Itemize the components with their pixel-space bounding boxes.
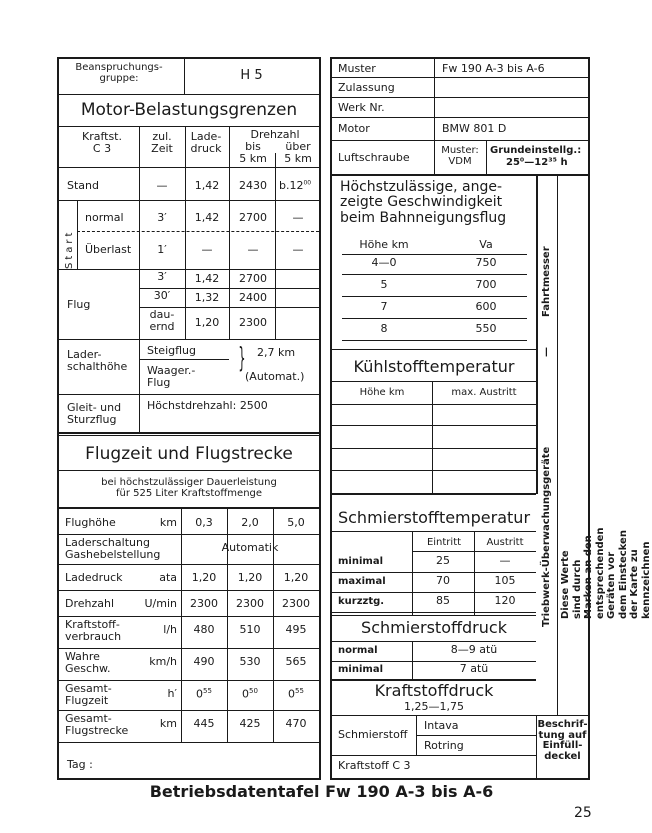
schmier-label: kurzztg. <box>338 596 385 607</box>
table-unit: U/min <box>144 597 177 610</box>
table-cell <box>181 572 227 584</box>
table-cell-value: 1,20 <box>283 571 309 584</box>
flug-lade: 1,32 <box>194 291 220 304</box>
stand-lade: 1,42 <box>194 179 220 192</box>
table-cell <box>181 624 227 636</box>
schmier-a: — <box>499 554 511 567</box>
flug-bis: 2400 <box>239 291 267 304</box>
table-cell <box>227 598 273 610</box>
table-cell-value: 0 <box>196 687 204 701</box>
table-cell <box>227 718 273 730</box>
hdr-ueber: über 5 km <box>284 140 312 165</box>
flug-bis: 2300 <box>239 316 267 329</box>
ueberlast-label: Überlast <box>85 243 132 256</box>
intava: Intava <box>424 719 459 732</box>
flug-bis: 2700 <box>239 272 267 285</box>
flug-label: Flug <box>67 298 91 311</box>
speed-title: Höchstzulässige, ange- zeigte Geschwindigkeit beim Bahnneigungsflug <box>340 179 507 226</box>
table-label: Gesamt- Flugstrecke <box>65 712 129 737</box>
waager: Waager.- Flug <box>147 364 196 389</box>
kraftstoff-c3: Kraftstoff C 3 <box>338 759 411 772</box>
motor-value: BMW 801 D <box>442 122 507 135</box>
table-label: Laderschaltung Gashebelstellung <box>65 536 161 561</box>
normal-label: normal <box>85 211 124 224</box>
schmier-eintritt: Eintritt <box>426 537 462 548</box>
table-cell <box>227 572 273 584</box>
gruppe-value: H 5 <box>240 68 263 83</box>
luft-label: Luftschraube <box>338 151 410 164</box>
schmier-a: 120 <box>494 594 516 607</box>
table-cell <box>273 598 319 610</box>
table-cell-value: 2300 <box>236 597 264 610</box>
stand-bis: 2430 <box>239 179 267 192</box>
table-cell <box>273 688 319 700</box>
table-cell-sup: 55 <box>203 687 212 695</box>
table-span: Automatik <box>221 541 279 554</box>
table-cell-value: 530 <box>239 655 261 668</box>
table-unit: ata <box>159 571 177 584</box>
stand-label: Stand <box>67 179 99 192</box>
druck-value: 8—9 atü <box>450 643 498 656</box>
hdr-bis: bis 5 km <box>239 140 267 165</box>
table-label: Ladedruck <box>65 571 123 584</box>
schmier-e: 85 <box>436 594 450 607</box>
table-cell-sup: 50 <box>249 687 258 695</box>
table-cell-value: 510 <box>239 623 261 636</box>
table-cell <box>227 688 273 700</box>
schmierdruck-title: Schmierstoffdruck <box>361 618 507 637</box>
muster-label: Muster <box>338 62 376 75</box>
druck-label: normal <box>338 645 378 656</box>
flugzeit-sub: bei höchstzulässiger Dauerleistung für 525 Liter Kraftstoffmenge <box>101 477 277 499</box>
hoechst: Höchstdrehzahl: 2500 <box>147 399 268 412</box>
side-trieb: Triebwerk-Überwachungsgeräte <box>541 446 552 627</box>
hdr-zeit: zul. Zeit <box>151 130 173 155</box>
side-dash: — <box>541 347 552 357</box>
table-cell-value: 1,20 <box>191 571 217 584</box>
schmier-austritt: Austritt <box>486 537 524 548</box>
speed-h: 4—0 <box>371 256 397 269</box>
table-cell <box>273 656 319 668</box>
table-cell <box>181 598 227 610</box>
normal-bis: 2700 <box>239 211 267 224</box>
side-fahrtmesser: Fahrtmesser <box>541 246 552 317</box>
normal-lade: 1,42 <box>194 211 220 224</box>
table-cell <box>227 656 273 668</box>
flug-zeit: dau- ernd <box>149 308 175 333</box>
lader-label: Lader- schalthöhe <box>67 348 128 373</box>
hdr-lade: Lade- druck <box>190 130 222 155</box>
stand-ueber-sup: 00 <box>303 179 312 187</box>
flugzeit-title: Flugzeit und Flugstrecke <box>85 444 293 464</box>
automat: (Automat.) <box>245 370 305 383</box>
hdr-drehzahl: Drehzahl <box>250 128 300 141</box>
ueberlast-ueber: — <box>292 243 304 256</box>
table-cell-value: 2300 <box>282 597 310 610</box>
flug-zeit: 3′ <box>157 270 167 283</box>
table-cell-value: 495 <box>285 623 307 636</box>
kraftdruck-title: Kraftstoffdruck <box>374 681 494 700</box>
table-cell-value: 565 <box>285 655 307 668</box>
schmier-label: minimal <box>338 556 383 567</box>
left-panel <box>57 57 321 780</box>
tag-label: Tag : <box>67 758 93 771</box>
table-cell <box>273 572 319 584</box>
ueberlast-lade: — <box>201 243 213 256</box>
rotring: Rotring <box>424 739 464 752</box>
table-cell <box>181 688 227 700</box>
table-cell <box>273 718 319 730</box>
grund-value: 25⁰—12³⁵ h <box>506 157 568 168</box>
table-cell-sup: 55 <box>295 687 304 695</box>
kuehl-hdr-a: max. Austritt <box>451 387 517 398</box>
gruppe-label: Beanspruchungs- gruppe: <box>75 62 163 84</box>
table-unit: km <box>159 516 177 529</box>
table-unit: l/h <box>163 623 177 636</box>
flug-zeit: 30′ <box>153 289 171 302</box>
speed-h: 7 <box>380 300 388 313</box>
schmierstoff-label: Schmierstoff <box>338 728 408 741</box>
speed-hdr-v: Va <box>479 238 493 251</box>
beschrift: Beschrif- tung auf Einfüll- deckel <box>537 719 588 762</box>
speed-h: 8 <box>380 322 388 335</box>
table-cell <box>181 656 227 668</box>
werk-label: Werk Nr. <box>338 101 385 114</box>
flug-lade: 1,20 <box>194 316 220 329</box>
table-cell <box>181 718 227 730</box>
speed-v: 700 <box>475 278 497 291</box>
brace: } <box>238 341 246 374</box>
table-cell-value: 0 <box>242 687 250 701</box>
speed-h: 5 <box>380 278 388 291</box>
grund-label: Grundeinstellg.: <box>490 145 582 156</box>
table-cell <box>227 517 273 529</box>
kraftdruck-value: 1,25—1,75 <box>404 700 464 713</box>
motor-label: Motor <box>338 122 370 135</box>
table-label: Flughöhe <box>65 516 116 529</box>
table-cell <box>181 517 227 529</box>
zulassung-label: Zulassung <box>338 81 395 94</box>
ueberlast-zeit: 1′ <box>157 243 167 256</box>
speed-v: 600 <box>475 300 497 313</box>
table-label: Gesamt- Flugzeit <box>65 682 112 707</box>
table-cell <box>273 624 319 636</box>
table-cell-value: 480 <box>193 623 215 636</box>
table-cell <box>227 624 273 636</box>
schmier-label: maximal <box>338 576 386 587</box>
normal-zeit: 3′ <box>157 211 167 224</box>
table-cell-value: 0,3 <box>195 516 213 529</box>
start-label: Start <box>64 229 75 269</box>
table-cell-value: 445 <box>193 717 215 730</box>
table-unit: km/h <box>149 655 177 668</box>
table-unit: h′ <box>167 687 177 700</box>
table-label: Drehzahl <box>65 597 115 610</box>
speed-hdr-h: Höhe km <box>359 238 409 251</box>
hdr-kraftst: Kraftst. C 3 <box>81 130 122 155</box>
motor-title: Motor-Belastungsgrenzen <box>80 100 298 120</box>
page-number: 25 <box>574 805 592 821</box>
stand-ueber <box>279 180 311 192</box>
schmier-e: 70 <box>436 574 450 587</box>
table-cell-value: 470 <box>285 717 307 730</box>
table-cell-value: 1,20 <box>237 571 263 584</box>
kuehl-hdr-h: Höhe km <box>359 387 405 398</box>
normal-ueber: — <box>292 211 304 224</box>
caption: Betriebsdatentafel Fw 190 A-3 bis A-6 <box>149 782 494 801</box>
flug-lade: 1,42 <box>194 272 220 285</box>
stand-zeit: — <box>156 179 168 192</box>
table-unit: km <box>159 717 177 730</box>
right-panel <box>330 57 652 780</box>
table-label: Kraftstoff- verbrauch <box>65 618 122 643</box>
steigflug: Steigflug <box>147 344 196 357</box>
table-cell-value: 2,0 <box>241 516 259 529</box>
gleit-label: Gleit- und Sturzflug <box>67 401 122 426</box>
kuehl-title: Kühlstofftemperatur <box>353 357 515 376</box>
side-note: Diese Werte sind durch Marken an den entsprechenden Geräten vor dem Einstecken der Karte zu kennzeichnen <box>560 527 652 619</box>
table-cell-value: 490 <box>193 655 215 668</box>
table-cell-value: 425 <box>239 717 261 730</box>
schmier-a: 105 <box>494 574 516 587</box>
table-cell-value: 2300 <box>190 597 218 610</box>
druck-value: 7 atü <box>459 662 489 675</box>
table-label: Wahre Geschw. <box>65 650 111 675</box>
table-cell <box>273 517 319 529</box>
schmier-title: Schmierstofftemperatur <box>337 508 531 527</box>
druck-label: minimal <box>338 664 383 675</box>
speed-v: 550 <box>475 322 497 335</box>
schmier-e: 25 <box>436 554 450 567</box>
ueberlast-bis: — <box>247 243 259 256</box>
steig-val: 2,7 km <box>257 346 296 359</box>
table-cell-value: 0 <box>288 687 296 701</box>
muster-value: Fw 190 A-3 bis A-6 <box>442 62 545 75</box>
luft-muster: Muster: VDM <box>441 145 479 167</box>
table-cell-value: 5,0 <box>287 516 305 529</box>
speed-v: 750 <box>475 256 497 269</box>
stand-ueber-text: b.12 <box>279 179 304 192</box>
